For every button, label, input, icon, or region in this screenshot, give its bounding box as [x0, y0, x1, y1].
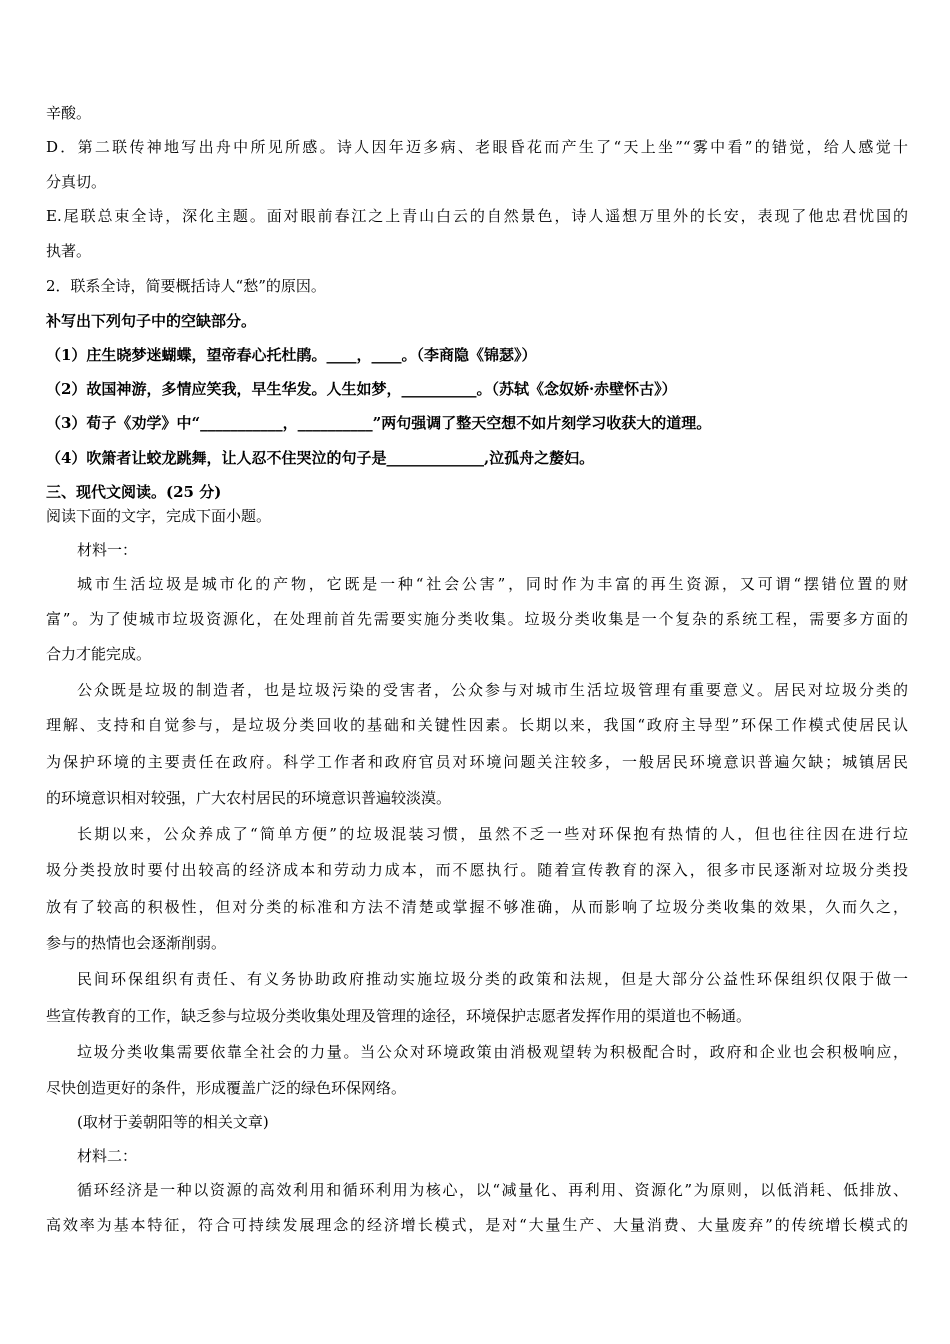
text-line: 公众既是垃圾的制造者，也是垃圾污染的受害者，公众参与对城市生活垃圾管理有重要意义。居民对垃圾分类的: [77, 681, 908, 699]
text-line: 些宣传教育的工作，缺乏参与垃圾分类收集处理及管理的途径，环境保护志愿者发挥作用的渠道也不畅通。: [46, 1007, 752, 1025]
material-heading: 材料一：: [77, 541, 138, 559]
text-line: 参与的热情也会逐渐削弱。: [46, 934, 227, 952]
text-line: 尽快创造更好的条件，形成覆盖广泛的绿色环保网络。: [46, 1079, 407, 1097]
text-line: 分真切。: [46, 173, 107, 191]
section-title: 三、现代文阅读。(25 分): [46, 483, 222, 501]
text-line: 循环经济是一种以资源的高效利用和循环利用为核心，以“减量化、再利用、资源化”为原则，以低消耗、低排放、: [77, 1181, 908, 1199]
fill-in-question-3: （3）荀子《劝学》中“___________，__________”两句强调了整天空想不如片刻学习收获大的道理。: [46, 414, 712, 432]
text-line: E.尾联总束全诗，深化主题。面对眼前春江之上青山白云的自然景色，诗人遥想万里外的长安，表现了他忠君忧国的: [46, 207, 908, 225]
text-line: 高效率为基本特征，符合可持续发展理念的经济增长模式，是对“大量生产、大量消费、大量废弃”的传统增长模式的: [46, 1216, 908, 1234]
text-line: 为保护环境的主要责任在政府。科学工作者和政府官员对环境问题关注较多，一般居民环境意识普遍欠缺；城镇居民: [46, 753, 908, 771]
text-line: D．第二联传神地写出舟中所见所感。诗人因年迈多病、老眼昏花而产生了“天上坐”“雾中看”的错觉，给人感觉十: [46, 138, 908, 156]
source-note: (取材于姜朝阳等的相关文章): [77, 1113, 269, 1131]
text-line: 长期以来，公众养成了“简单方便”的垃圾混装习惯，虽然不乏一些对环保抱有热情的人，但也往往因在进行垃: [77, 825, 908, 843]
text-line: 理解、支持和自觉参与，是垃圾分类回收的基础和关键性因素。长期以来，我国“政府主导型”环保工作模式使居民认: [46, 716, 908, 734]
text-line: 合力才能完成。: [46, 645, 152, 663]
text-line: 圾分类投放时要付出较高的经济成本和劳动力成本，而不愿执行。随着宣传教育的深入，很多市民逐渐对垃圾分类投: [46, 861, 908, 879]
fill-in-question-1: （1）庄生晓梦迷蝴蝶，望帝春心托杜鹃。____，____。（李商隐《锦瑟》）: [46, 346, 537, 364]
text-line: 的环境意识相对较强，广大农村居民的环境意识普遍较淡漠。: [46, 789, 452, 807]
text-line: 执著。: [46, 242, 92, 260]
text-line: 富”。为了使城市垃圾资源化，在处理前首先需要实施分类收集。垃圾分类收集是一个复杂的系统工程，需要多方面的: [46, 610, 908, 628]
question-2: 2．联系全诗，简要概括诗人“愁”的原因。: [46, 277, 326, 295]
fill-in-question-4: （4）吹箫者让蛟龙跳舞，让人忍不住哭泣的句子是_____________,泣孤舟之嫠妇。: [46, 449, 595, 467]
instruction: 阅读下面的文字，完成下面小题。: [46, 507, 272, 525]
text-line: 辛酸。: [46, 104, 92, 122]
text-line: 城市生活垃圾是城市化的产物，它既是一种“社会公害”，同时作为丰富的再生资源，又可谓“摆错位置的财: [77, 575, 908, 593]
text-line: 民间环保组织有责任、有义务协助政府推动实施垃圾分类的政策和法规，但是大部分公益性环保组织仅限于做一: [77, 970, 908, 988]
fill-in-question-2: （2）故国神游，多情应笑我，早生华发。人生如梦，__________。（苏轼《念奴娇·赤壁怀古》）: [46, 380, 677, 398]
material-heading: 材料二：: [77, 1147, 138, 1165]
text-line: 放有了较高的积极性，但对分类的标准和方法不清楚或掌握不够准确，从而影响了垃圾分类收集的效果，久而久之，: [46, 898, 908, 916]
text-line: 垃圾分类收集需要依靠全社会的力量。当公众对环境政策由消极观望转为积极配合时，政府和企业也会积极响应，: [77, 1043, 908, 1061]
section-heading: 补写出下列句子中的空缺部分。: [46, 312, 257, 330]
